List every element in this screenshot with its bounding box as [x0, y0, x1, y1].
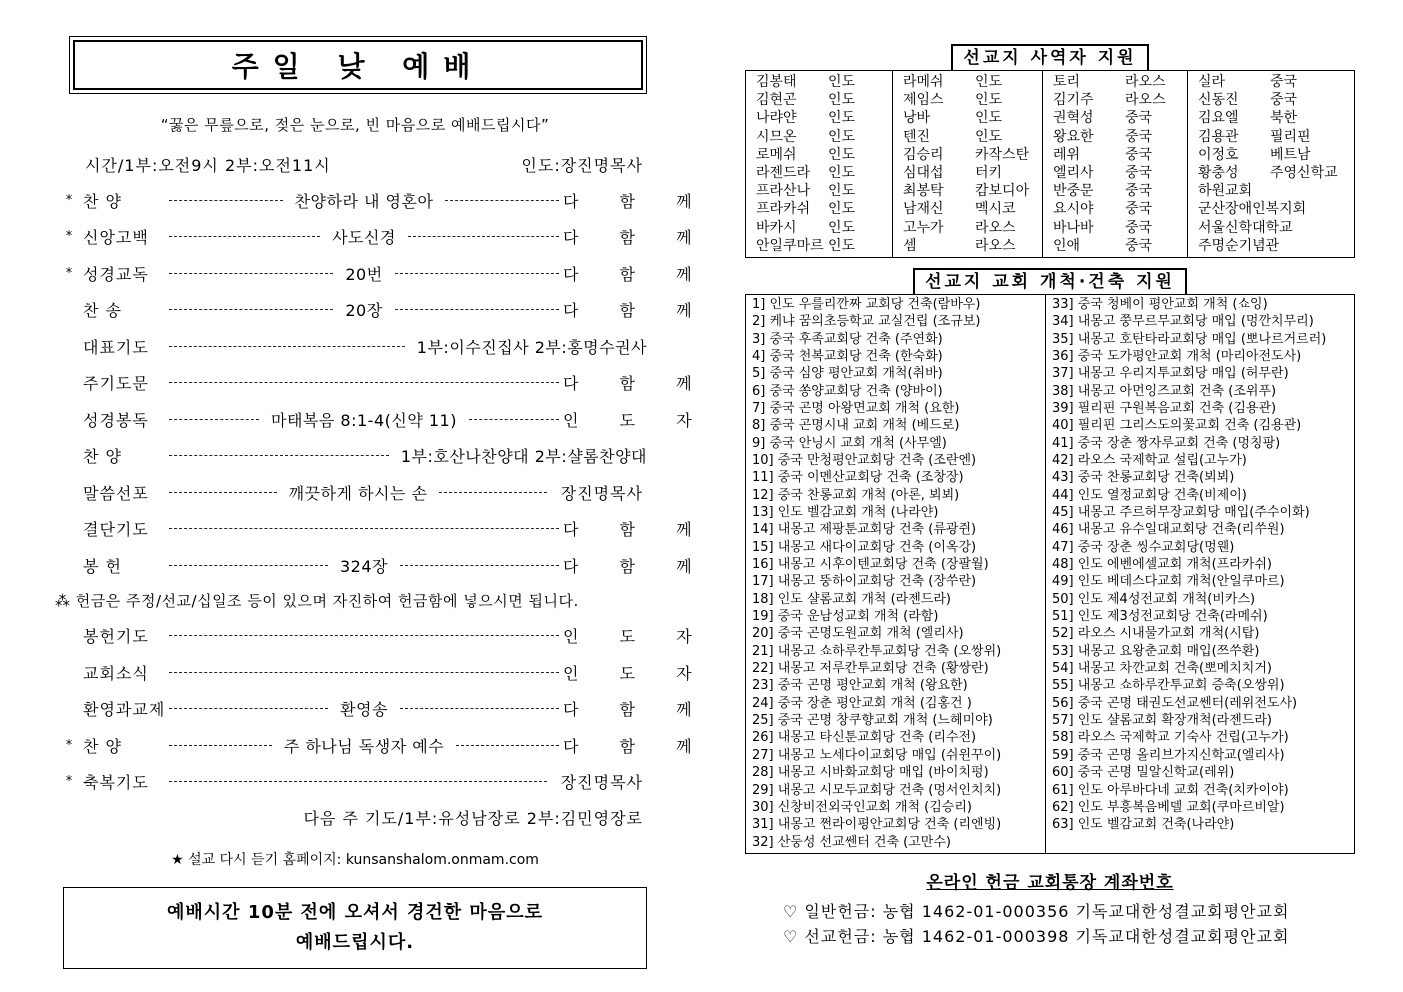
- church-project-item: 62] 인도 부흥복음베델 교회(쿠마르비알): [1052, 799, 1285, 815]
- church-project-item: 45] 내몽고 주르허무장교회당 매입(주수이화): [1052, 505, 1310, 520]
- order-label: 축복기도: [83, 773, 149, 793]
- missionary-row: [1198, 91, 1354, 109]
- order-responsible: 다 함 께: [563, 700, 710, 720]
- dash-leader: [400, 565, 559, 566]
- missionary-row: [756, 91, 892, 109]
- order-list-2: [55, 618, 710, 801]
- church-project-item: 9] 중국 안닝시 교회 개척 (사무엘): [752, 435, 947, 451]
- missionary-name: 이정호: [1198, 146, 1239, 163]
- missionary-country: 인도: [828, 183, 856, 200]
- order-item: [55, 511, 710, 548]
- order-label: 대표기도: [83, 337, 149, 357]
- church-project-item: 26] 내몽고 타신툰교회당 건축 (리수전): [752, 730, 977, 746]
- missionary-name: 남재신: [903, 201, 944, 218]
- order-label: 말씀선포: [83, 483, 149, 503]
- church-project-item: 11] 중국 이멘산교회당 건축 (조창장): [752, 470, 964, 486]
- missionary-name: 나랴얀: [756, 110, 797, 127]
- missionary-column: [746, 71, 893, 257]
- church-project-item: 60] 중국 곤명 밀알신학교(레위): [1052, 765, 1235, 781]
- church-project-item: 56] 중국 곤명 태권도선교쎈터(레위전도사): [1052, 695, 1298, 711]
- church-project-item: 49] 인도 베데스다교회 개척(안일쿠마르): [1052, 574, 1285, 590]
- church-project-item: 59] 중국 곤명 올리브가지신학교(엘리사): [1052, 747, 1285, 763]
- missionary-name: 프라카쉬: [756, 201, 811, 218]
- dash-leader: [169, 200, 283, 201]
- order-star: *: [65, 265, 73, 281]
- church-project-item: 6] 중국 쏭양교회당 건축 (양바이): [752, 383, 943, 399]
- missionary-row: [1198, 73, 1354, 91]
- dash-leader: [169, 382, 559, 383]
- missionary-name: 안일쿠마르: [756, 237, 824, 254]
- order-responsible: 다 함 께: [563, 228, 710, 248]
- missionary-country: 인도: [975, 74, 1003, 90]
- dash-leader: [439, 492, 547, 493]
- missionary-row: [1053, 128, 1187, 146]
- order-item: [55, 365, 710, 402]
- missionary-name: 최봉탁: [903, 183, 944, 200]
- church-project-item: 46] 내몽고 유수일대교회당 건축(리쑤원): [1052, 522, 1285, 538]
- order-label: 찬 송: [83, 301, 122, 321]
- missionary-name: 김요엘: [1198, 110, 1239, 127]
- online-offering-title: 온라인 헌금 교회통장 계좌번호: [926, 872, 1174, 893]
- church-project-item: 44] 인도 열정교회당 건축(비제이): [1052, 487, 1247, 503]
- church-project-item: 20] 중국 곤명도원교회 개척 (엘리사): [752, 626, 964, 642]
- missionary-country: 인도: [828, 219, 856, 236]
- order-label: 환영과교제: [83, 700, 166, 720]
- missionary-name: 로메쉬: [756, 146, 797, 163]
- church-project-item: 3] 중국 후족교회당 건축 (주연화): [752, 331, 943, 347]
- order-label: 성경교독: [83, 264, 149, 284]
- missionary-row: [1198, 200, 1354, 218]
- missionary-name: 권혁성: [1053, 110, 1094, 127]
- church-support-table: [745, 294, 1355, 854]
- dash-leader: [169, 309, 333, 310]
- missionary-name: 왕요한: [1053, 128, 1094, 145]
- notice-box: [63, 887, 647, 969]
- missionary-country: 인도: [828, 237, 856, 254]
- offering-note: ⁂ 헌금은 주정/선교/십일조 등이 있으며 자진하여 헌금함에 넣으시면 됩니다.: [55, 592, 579, 610]
- dash-leader: [169, 346, 405, 347]
- missionary-country: 인도: [828, 110, 856, 127]
- missionary-row: [1198, 182, 1354, 200]
- missionary-name: 프라산나: [756, 183, 811, 200]
- missionary-country: 인도: [828, 128, 856, 145]
- missionary-name: 레위: [1053, 146, 1081, 163]
- dash-leader: [169, 273, 333, 274]
- order-content: 1부:이수진집사 2부:홍명수권사: [416, 337, 647, 357]
- missionary-name: 라젠드라: [756, 164, 811, 181]
- order-label: 신앙고백: [83, 228, 149, 248]
- church-project-item: 57] 인도 샬롬교회 확장개척(라젠드라): [1052, 713, 1272, 729]
- dash-leader: [395, 273, 559, 274]
- missionary-country: 카작스탄: [975, 146, 1030, 163]
- order-content: 환영송: [340, 700, 388, 720]
- missionary-name: 심대섭: [903, 164, 944, 181]
- church-project-item: 43] 중국 찬롱교회당 건축(뵈뵈): [1052, 470, 1235, 486]
- church-project-item: 61] 인도 아루바다네 교회 건축(치카이야): [1052, 782, 1289, 798]
- missionary-country: 라오스: [975, 219, 1016, 236]
- order-content: 깨끗하게 하시는 손: [288, 483, 428, 503]
- church-project-item: 8] 중국 곤명시내 교회 개척 (베드로): [752, 418, 960, 434]
- missionary-name: 제임스: [903, 92, 944, 109]
- missionary-row: [756, 164, 892, 182]
- missionary-country: 라오스: [1125, 92, 1166, 109]
- church-project-item: 40] 필리핀 그리스도의꽃교회 건축 (김용관): [1052, 418, 1302, 434]
- church-project-item: 51] 인도 제3성전교회당 건축(라메쉬): [1052, 609, 1268, 625]
- missionary-row: [756, 219, 892, 237]
- order-responsible: 다 함 께: [563, 520, 710, 540]
- dash-leader: [169, 565, 328, 566]
- missionary-name: 라메쉬: [903, 74, 944, 90]
- church-project-item: 35] 내몽고 호탄타라교회당 매입 (뽀나르거르러): [1052, 331, 1327, 347]
- homepage-note: ★ 설교 다시 듣기 홈페이지: kunsanshalom.onmam.com: [171, 852, 539, 868]
- missionary-row: [903, 237, 1042, 255]
- order-item: [55, 474, 655, 511]
- church-project-item: 4] 중국 천복교회당 건축 (한숙화): [752, 348, 943, 364]
- missionary-name: 셈: [903, 237, 917, 254]
- church-project-item: 18] 인도 샬롬교회 개척 (라젠드라): [752, 591, 951, 607]
- church-project-item: 48] 인도 에벤에셀교회 개척(프라카쉬): [1052, 557, 1272, 573]
- order-item: [55, 219, 710, 256]
- missionary-country: 중국: [1270, 92, 1298, 109]
- missionary-row: [1053, 109, 1187, 127]
- missionary-row: [1198, 219, 1354, 237]
- missionary-name: 황충성: [1198, 164, 1239, 181]
- missionary-country: 라오스: [1125, 74, 1166, 90]
- church-support-title: 선교지 교회 개척·건축 지원: [913, 268, 1187, 294]
- missionary-name: 텐진: [903, 128, 931, 145]
- order-item: [55, 182, 710, 219]
- missionary-name: 주명순기념관: [1198, 237, 1280, 254]
- order-responsible: 인 도 자: [563, 410, 710, 430]
- missionary-support-title: 선교지 사역자 지원: [951, 44, 1148, 70]
- order-item: [55, 401, 710, 438]
- missionary-country: 인도: [828, 92, 856, 109]
- missionary-row: [1198, 237, 1354, 255]
- church-project-item: 15] 내몽고 새다이교회당 건축 (이옥강): [752, 539, 977, 555]
- missionary-country: 중국: [1125, 183, 1153, 200]
- church-project-item: 1] 인도 우를리깐짜 교회당 건축(람바우): [752, 296, 981, 312]
- service-time-row: [85, 153, 643, 176]
- dash-leader: [408, 236, 559, 237]
- missionary-country: 인도: [828, 146, 856, 163]
- online-offering-accounts: [745, 899, 1355, 949]
- missionary-country: 인도: [828, 164, 856, 181]
- church-project-item: 39] 필리핀 구원복음교회 건축 (김용관): [1052, 400, 1277, 416]
- order-item: [55, 255, 710, 292]
- church-project-item: 50] 인도 제4성전교회 개척(비카스): [1052, 591, 1256, 607]
- church-project-item: 32] 산둥성 선교쎈터 건축 (고만수): [752, 834, 951, 850]
- missionary-country: 라오스: [975, 237, 1016, 254]
- missionary-country: 중국: [1270, 74, 1298, 90]
- dash-leader: [169, 635, 559, 636]
- church-project-item: 23] 중국 곤명 평안교회 개척 (왕요한): [752, 678, 968, 694]
- missionary-name: 김기주: [1053, 92, 1094, 109]
- missionary-row: [903, 128, 1042, 146]
- church-project-item: 47] 중국 장춘 씽수교회당(멍웬): [1052, 539, 1235, 555]
- church-project-item: 13] 인도 벨감교회 개척 (나라얀): [752, 505, 939, 520]
- church-project-item: 22] 내몽고 저루칸투교회당 건축 (황쌍란): [752, 661, 989, 677]
- church-project-item: 24] 중국 장춘 평안교회 개척 (김홍건 ): [752, 695, 972, 711]
- missionary-row: [1053, 182, 1187, 200]
- dash-leader: [445, 200, 559, 201]
- order-item: [55, 438, 655, 475]
- general-offering-account: ♡ 일반헌금: 농협 1462-01-000356 기독교대한성결교회평안교회: [783, 901, 1290, 921]
- worship-quote: “꿇은 무릎으로, 젖은 눈으로, 빈 마음으로 예배드립시다”: [160, 116, 550, 134]
- church-project-item: 27] 내몽고 노세다이교회당 매입 (쉬윈꾸이): [752, 747, 1002, 763]
- missionary-column: [1188, 71, 1354, 257]
- order-label: 성경봉독: [83, 410, 149, 430]
- church-project-item: 36] 중국 도가평안교회 개척 (마리아전도사): [1052, 348, 1302, 364]
- church-project-item: 7] 중국 곤명 아왕면교회 개척 (요한): [752, 400, 960, 416]
- missionary-row: [1198, 128, 1354, 146]
- missionary-country: 필리핀: [1270, 128, 1311, 145]
- missionary-name: 토리: [1053, 74, 1081, 90]
- church-project-item: 29] 내몽고 시모두교회당 건축 (멍서인치치): [752, 782, 1002, 798]
- missionary-name: 김현곤: [756, 92, 797, 109]
- order-label: 찬 양: [83, 447, 122, 467]
- missionary-row: [1053, 200, 1187, 218]
- church-project-item: 58] 라오스 국제학교 기숙사 건립(고누가): [1052, 730, 1289, 746]
- church-project-item: 41] 중국 장춘 짱자루교회 건축 (멍칭팡): [1052, 435, 1281, 451]
- missionary-row: [756, 237, 892, 255]
- missionary-row: [903, 91, 1042, 109]
- church-support-column-left: [746, 295, 1046, 853]
- missionary-row: [1198, 164, 1354, 182]
- service-time: 시간/1부:오전9시 2부:오전11시: [85, 156, 331, 175]
- missionary-country: 캄보디아: [975, 183, 1030, 200]
- missionary-row: [903, 73, 1042, 91]
- missionary-name: 반중문: [1053, 183, 1094, 200]
- order-responsible: 인 도 자: [563, 627, 710, 647]
- order-content: 주 하나님 독생자 예수: [283, 736, 445, 756]
- missionary-row: [1053, 237, 1187, 255]
- order-responsible: 인 도 자: [563, 663, 710, 683]
- dash-leader: [469, 419, 559, 420]
- order-label: 봉 헌: [83, 556, 122, 576]
- missionary-support-title-wrap: [745, 44, 1355, 70]
- missionary-country: 인도: [975, 128, 1003, 145]
- dash-leader: [400, 708, 559, 709]
- missionary-name: 김봉태: [756, 74, 797, 90]
- missionary-country: 주영신학교: [1270, 164, 1338, 181]
- order-item: [55, 654, 710, 691]
- dash-leader: [169, 781, 547, 782]
- order-item: [55, 764, 655, 801]
- missionary-country: 베트남: [1270, 146, 1311, 163]
- missionary-row: [1053, 164, 1187, 182]
- church-project-item: 55] 내몽고 쇼하루칸투교회 증축(오쌍위): [1052, 678, 1285, 694]
- order-item: [55, 727, 710, 764]
- church-support-column-right: [1046, 295, 1354, 853]
- notice-line-1: 예배시간 10분 전에 오셔서 경건한 마음으로: [167, 902, 543, 923]
- missionary-row: [756, 146, 892, 164]
- order-list: [55, 182, 710, 584]
- missionary-country: 멕시코: [975, 201, 1016, 218]
- church-project-item: 25] 중국 곤명 창쿠향교회 개척 (느헤미야): [752, 713, 993, 729]
- order-label: 봉헌기도: [83, 627, 149, 647]
- missionary-row: [903, 164, 1042, 182]
- missionary-name: 실라: [1198, 74, 1226, 90]
- missionary-name: 인애: [1053, 237, 1081, 254]
- missionary-row: [756, 109, 892, 127]
- order-item: [55, 547, 710, 584]
- order-responsible: 다 함 께: [563, 264, 710, 284]
- missionary-name: 엘리사: [1053, 164, 1094, 181]
- next-prayer: 다음 주 기도/1부:유성남장로 2부:김민영장로: [303, 809, 643, 828]
- church-project-item: 14] 내몽고 제팡툰교회당 건축 (류광쥔): [752, 522, 977, 538]
- missionary-row: [1053, 91, 1187, 109]
- missionary-country: 중국: [1125, 219, 1153, 236]
- dash-leader: [395, 309, 559, 310]
- order-responsible: 다 함 께: [563, 736, 710, 756]
- church-support-title-wrap: [745, 268, 1355, 294]
- dash-leader: [169, 745, 272, 746]
- order-responsible: 다 함 께: [563, 374, 710, 394]
- church-project-item: 2] 케냐 꿈의초등학교 교실건립 (조규보): [752, 314, 981, 330]
- dash-leader: [169, 708, 328, 709]
- order-item: [55, 618, 710, 655]
- missionary-row: [903, 200, 1042, 218]
- missionary-column: [1043, 71, 1188, 257]
- order-responsible: 장진명목사: [560, 773, 643, 793]
- missionary-country: 인도: [975, 110, 1003, 127]
- missionary-row: [903, 219, 1042, 237]
- order-item: [55, 292, 710, 329]
- order-responsible: 다 함 께: [563, 301, 710, 321]
- order-star: *: [65, 229, 73, 245]
- missionary-row: [1053, 73, 1187, 91]
- dash-leader: [169, 492, 277, 493]
- order-content: 324장: [340, 556, 388, 576]
- church-project-item: 17] 내몽고 뚱하이교회당 건축 (장쑤란): [752, 574, 977, 590]
- order-star: *: [65, 774, 73, 790]
- missionary-name: 요시야: [1053, 201, 1094, 218]
- church-project-item: 30] 신창비전외국인교회 개척 (김승리): [752, 799, 972, 815]
- missionary-row: [756, 128, 892, 146]
- church-project-item: 19] 중국 운남성교회 개척 (라함): [752, 609, 939, 625]
- order-content: 사도신경: [332, 228, 396, 248]
- order-responsible: 다 함 께: [563, 191, 710, 211]
- missionary-country: 인도: [828, 74, 856, 90]
- church-project-item: 37] 내몽고 우리지투교회당 매입 (허무란): [1052, 366, 1289, 382]
- dash-leader: [169, 419, 259, 420]
- missionary-country: 터키: [975, 164, 1003, 181]
- missionary-name: 시므온: [756, 128, 797, 145]
- missionary-name: 바나바: [1053, 219, 1094, 236]
- order-label: 찬 양: [83, 736, 122, 756]
- missionary-row: [756, 73, 892, 91]
- missionary-country: 중국: [1125, 164, 1153, 181]
- order-responsible: 장진명목사: [560, 483, 644, 503]
- church-project-item: 33] 중국 청베이 평안교회 개척 (쇼잉): [1052, 296, 1268, 312]
- church-project-item: 54] 내몽고 차깐교회 건축(뽀메치치거): [1052, 661, 1272, 677]
- order-item: [55, 328, 655, 365]
- church-project-item: 28] 내몽고 시바화교회당 매입 (바이치펑): [752, 765, 989, 781]
- missionary-name: 김용관: [1198, 128, 1239, 145]
- missionary-row: [1198, 109, 1354, 127]
- missionary-country: 중국: [1125, 128, 1153, 145]
- missionary-name: 고누가: [903, 219, 944, 236]
- missionary-row: [903, 109, 1042, 127]
- missionary-name: 김승리: [903, 146, 944, 163]
- church-project-item: 52] 라오스 시내물가교회 개척(시탑): [1052, 626, 1260, 642]
- dash-leader: [169, 236, 320, 237]
- missionary-column: [893, 71, 1043, 257]
- support-panel: [745, 44, 1355, 949]
- church-project-item: 34] 내몽고 쭝무르무교회당 매입 (멍깐치무리): [1052, 314, 1314, 330]
- church-project-item: 42] 라오스 국제학교 설립(고누가): [1052, 452, 1247, 468]
- worship-order-panel: [55, 40, 710, 969]
- order-content: 찬양하라 내 영혼아: [294, 191, 434, 211]
- dash-leader: [169, 455, 389, 456]
- dash-leader: [169, 528, 559, 529]
- order-content: 1부:호산나찬양대 2부:샬롬찬양대: [400, 447, 647, 467]
- missionary-row: [1198, 146, 1354, 164]
- page-title: 주일 낮 예배: [73, 40, 643, 90]
- order-label: 찬 양: [83, 191, 122, 211]
- order-star: *: [65, 737, 73, 753]
- order-item: [55, 691, 710, 728]
- missionary-country: 인도: [975, 92, 1003, 109]
- mission-offering-account: ♡ 선교헌금: 농협 1462-01-000398 기독교대한성결교회평안교회: [783, 926, 1290, 946]
- order-content: 20장: [345, 301, 383, 321]
- service-leader: 인도:장진명목사: [521, 156, 643, 175]
- missionary-row: [903, 182, 1042, 200]
- church-project-item: 31] 내몽고 쩐라이평안교회당 건축 (리엔빙): [752, 817, 1002, 833]
- order-label: 주기도문: [83, 374, 149, 394]
- order-star: *: [65, 192, 73, 208]
- order-label: 교회소식: [83, 663, 149, 683]
- missionary-row: [1053, 146, 1187, 164]
- missionary-row: [1053, 219, 1187, 237]
- order-responsible: 다 함 께: [563, 556, 710, 576]
- dash-leader: [456, 745, 559, 746]
- missionary-support-table: [745, 70, 1355, 258]
- missionary-name: 군산장애인복지회: [1198, 201, 1307, 218]
- church-project-item: 12] 중국 찬롱교회 개척 (아론, 뵈뵈): [752, 487, 960, 503]
- missionary-row: [903, 146, 1042, 164]
- notice-line-2: 예배드립시다.: [295, 932, 415, 953]
- order-content: 마태복음 8:1-4(신약 11): [271, 410, 457, 430]
- missionary-country: 북한: [1270, 110, 1298, 127]
- church-project-item: 10] 중국 만청평안교회당 건축 (조란엔): [752, 452, 977, 468]
- missionary-name: 바카시: [756, 219, 797, 236]
- church-project-item: 63] 인도 벨감교회 건축(나라얀): [1052, 817, 1235, 833]
- missionary-country: 인도: [828, 201, 856, 218]
- missionary-country: 중국: [1125, 110, 1153, 127]
- missionary-name: 하원교회: [1198, 183, 1253, 200]
- church-project-item: 38] 내몽고 아먼잉즈교회 건축 (조위푸): [1052, 383, 1277, 399]
- missionary-country: 중국: [1125, 237, 1153, 254]
- missionary-country: 중국: [1125, 146, 1153, 163]
- missionary-name: 낭바: [903, 110, 931, 127]
- church-project-item: 5] 중국 심양 평안교회 개척(취바): [752, 366, 943, 382]
- missionary-row: [756, 182, 892, 200]
- missionary-country: 중국: [1125, 201, 1153, 218]
- missionary-name: 신동진: [1198, 92, 1239, 109]
- missionary-name: 서울신학대학교: [1198, 219, 1293, 236]
- order-content: 20번: [345, 264, 383, 284]
- missionary-row: [756, 200, 892, 218]
- church-project-item: 16] 내몽고 시후이텐교회당 건축 (장팔월): [752, 557, 989, 573]
- church-project-item: 53] 내몽고 요왕춘교회 매입(쯔쑤환): [1052, 643, 1260, 659]
- order-label: 결단기도: [83, 520, 149, 540]
- church-project-item: 21] 내몽고 쇼하루칸투교회당 건축 (오쌍위): [752, 643, 1002, 659]
- dash-leader: [169, 672, 559, 673]
